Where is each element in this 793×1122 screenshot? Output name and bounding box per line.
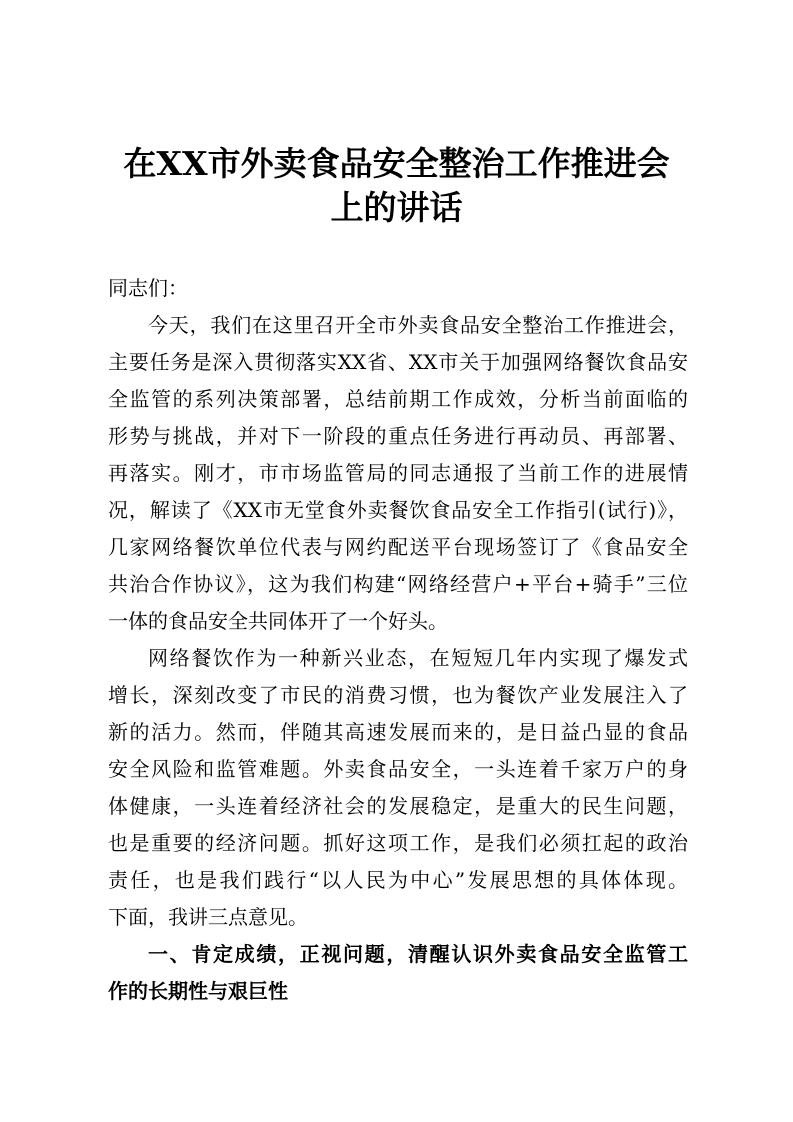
paragraph-line: 网络餐饮作为一种新兴业态，在短短几年内实现了爆发式	[148, 646, 688, 670]
paragraph-line: 况，解读了《XX市无堂食外卖餐饮食品安全工作指引(试行)》，	[108, 498, 688, 522]
paragraph-context	[108, 640, 688, 936]
paragraph-line: 一体的食品安全共同体开了一个好头。	[108, 609, 448, 633]
title-line: 上的讲话	[330, 188, 463, 227]
paragraph-line: 共治合作协议》，这为我们构建“网络经营户+平台+骑手”三位	[108, 572, 688, 596]
paragraph-line: 体健康，一头连着经济社会的发展稳定，是重大的民生问题，	[108, 794, 688, 818]
salutation: 同志们：	[108, 276, 188, 300]
document-title	[100, 142, 693, 230]
paragraph-line: 下面，我讲三点意见。	[108, 905, 308, 929]
title-line: 在XX市外卖食品安全整治工作推进会	[123, 144, 670, 183]
paragraph-line: 新的活力。然而，伴随其高速发展而来的，是日益凸显的食品	[108, 720, 688, 744]
paragraph-line: 主要任务是深入贯彻落实XX省、XX市关于加强网络餐饮食品安	[108, 350, 688, 374]
section-heading-1	[108, 936, 688, 1010]
paragraph-line: 几家网络餐饮单位代表与网约配送平台现场签订了《食品安全	[108, 535, 688, 559]
paragraph-intro	[108, 307, 688, 640]
paragraph-line: 责任，也是我们践行“以人民为中心”发展思想的具体体现。	[108, 868, 688, 892]
heading-line: 一、肯定成绩，正视问题，清醒认识外卖食品安全监管工	[148, 942, 688, 966]
paragraph-line: 今天，我们在这里召开全市外卖食品安全整治工作推进会，	[148, 313, 688, 337]
paragraph-line: 增长，深刻改变了市民的消费习惯，也为餐饮产业发展注入了	[108, 683, 688, 707]
document-body	[108, 270, 688, 1010]
paragraph-line: 安全风险和监管难题。外卖食品安全，一头连着千家万户的身	[108, 757, 688, 781]
paragraph-line: 全监管的系列决策部署，总结前期工作成效，分析当前面临的	[108, 387, 688, 411]
paragraph-line: 也是重要的经济问题。抓好这项工作，是我们必须扛起的政治	[108, 831, 688, 855]
heading-line: 作的长期性与艰巨性	[108, 979, 288, 1003]
paragraph-line: 再落实。刚才，市市场监管局的同志通报了当前工作的进展情	[108, 461, 688, 485]
paragraph-line: 形势与挑战，并对下一阶段的重点任务进行再动员、再部署、	[108, 424, 688, 448]
